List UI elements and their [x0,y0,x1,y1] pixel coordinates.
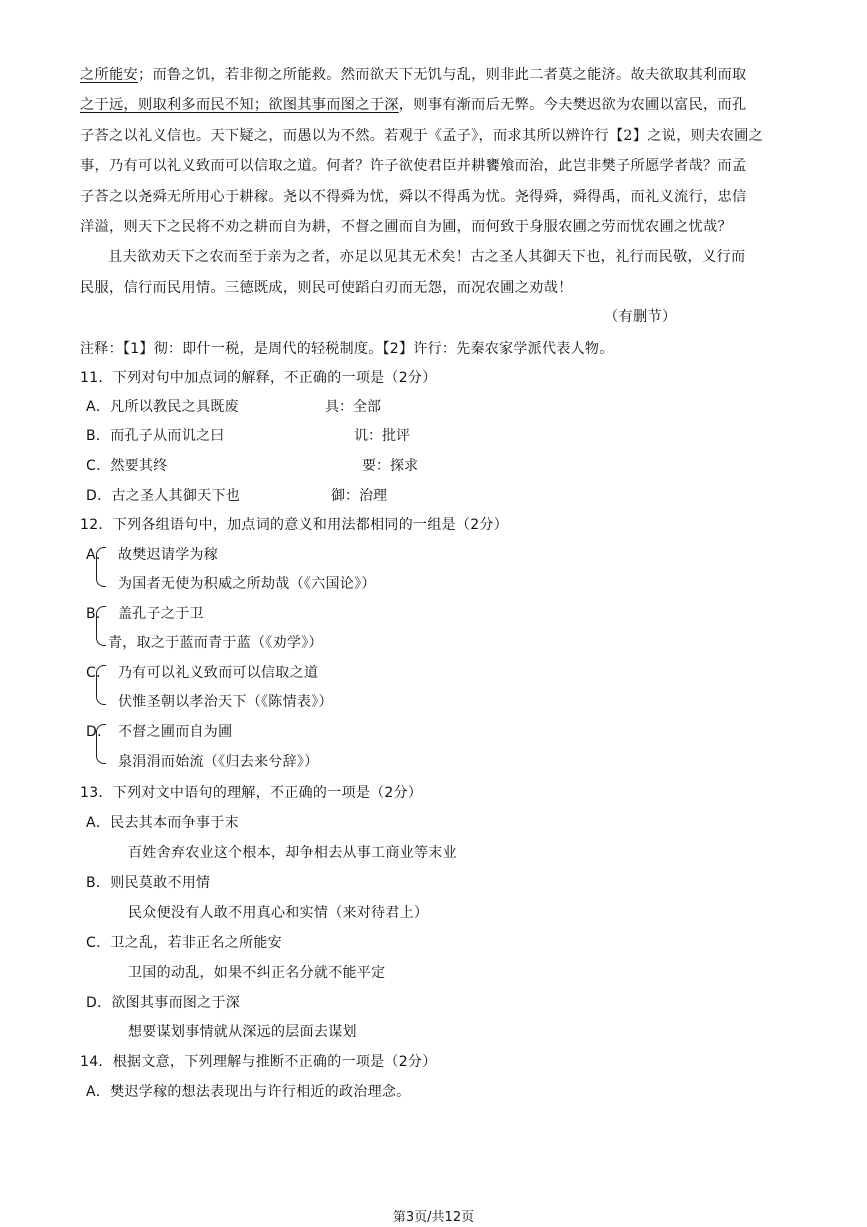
passage-line-5: 子荅之以尧舜无所用心于耕稼。尧以不得舜为忧，舜以不得禹为忧。尧得舜，舜得禹，而礼义流行，忠信 [80,189,747,205]
passage-line-8: 民服，信行而民用情。三德既成，则民可使蹈白刃而无怨，而况农圃之劝哉！ [80,280,573,296]
underlined-phrase: 欲图其事而图之于深 [268,97,399,113]
q13-option-a: A．民去其本而争事于末 [86,815,239,831]
brace [96,665,106,705]
underlined-phrase: 之所能安 [80,67,138,83]
passage-line-3: 子荅之以礼义信也。天下疑之，而愚以为不然。若观于《孟子》，而求其所以辨许行【2】之说，则夫农圃之 [80,128,764,144]
q13-option-b-gloss: 民众便没有人敢不用真心和实情（来对待君上） [128,905,429,921]
q13-option-c: C．卫之乱，若非正名之所能安 [86,935,282,951]
underlined-phrase: 之于远，则取利多而民不知； [80,97,269,113]
passage-line-6: 洋溢，则天下之民将不劝之耕而自为耕，不督之圃而自为圃，而何致于身服农圃之劳而忧农圃之忧哉？ [80,219,732,235]
q12-c-first: 乃有可以礼义致而可以信取之道 [118,665,319,681]
q12-c-second: 伏惟圣朝以孝治天下（《陈情表》） [118,694,333,710]
q11-option-a: A．凡所以教民之具既废 [86,399,239,415]
q13-option-d: D．欲图其事而图之于深 [86,995,241,1011]
q11-option-c: C．然要其终 [86,458,168,474]
q12-a-first: 故樊迟请学为稼 [118,547,219,563]
q11-option-d: D．古之圣人其御天下也 [86,488,241,504]
question-12-stem: 12．下列各组语句中，加点词的意义和用法都相同的一组是（2分） [80,517,509,533]
q12-a-second: 为国者无使为积威之所劫哉（《六国论》） [118,576,376,592]
q12-option-c-letter: C． [86,665,111,681]
q13-option-c-gloss: 卫国的动乱，如果不纠正名分就不能平定 [128,965,386,981]
brace [96,606,106,646]
q12-option-d-letter: D． [86,724,112,740]
q12-b-second: 青，取之于蓝而青于蓝（《劝学》） [108,635,323,651]
q11-option-b-gloss: 讥：批评 [354,428,410,444]
q12-option-a-letter: A． [86,547,111,563]
passage-line-4: 事，乃有可以礼义致而可以信取之道。何者？许子欲使君臣并耕饔飧而治，此岂非樊子所愿学者哉？而孟 [80,158,747,174]
q11-option-c-gloss: 要：探求 [362,458,418,474]
q12-d-second: 泉涓涓而始流（《归去来兮辞》） [118,754,319,770]
q13-option-d-gloss: 想要谋划事情就从深远的层面去谋划 [128,1024,357,1040]
q11-option-b: B．而孔子从而讥之曰 [86,428,225,444]
q12-b-first: 盖孔子之于卫 [118,606,204,622]
q13-option-b: B．则民莫敢不用情 [86,875,211,891]
page-footer: 第3页/共12页 [392,1210,475,1225]
q11-option-d-gloss: 御：治理 [331,488,387,504]
question-14-stem: 14．根据文意，下列理解与推断不正确的一项是（2分） [80,1054,437,1070]
q11-option-a-gloss: 具：全部 [325,399,381,415]
brace [96,547,106,587]
q12-d-first: 不督之圃而自为圃 [118,724,233,740]
passage-line-2: 之于远，则取利多而民不知；欲图其事而图之于深，则事有渐而后无弊。今夫樊迟欲为农圃以富民，而孔 [80,97,747,113]
question-11-stem: 11．下列对句中加点词的解释，不正确的一项是（2分） [80,370,437,386]
q14-option-a: A．樊迟学稼的想法表现出与许行相近的政治理念。 [86,1084,411,1100]
passage-line-7: 且夫欲劝天下之农而至于亲为之者，亦足以见其无术矣！古之圣人其御天下也，礼行而民敬，义行而 [108,249,746,265]
source-note: （有删节） [604,309,677,325]
annotation-note: 注释：【1】彻：即什一税，是周代的轻税制度。【2】许行：先秦农家学派代表人物。 [80,341,614,357]
passage-line-1: 之所能安；而鲁之饥，若非彻之所能救。然而欲天下无饥与乱，则非此二者莫之能济。故夫欲取其利而取 [80,67,747,83]
q13-option-a-gloss: 百姓舍弃农业这个根本，却争相去从事工商业等末业 [128,845,457,861]
q12-option-b-letter: B． [86,606,111,622]
question-13-stem: 13．下列对文中语句的理解，不正确的一项是（2分） [80,785,423,801]
brace [96,724,106,764]
